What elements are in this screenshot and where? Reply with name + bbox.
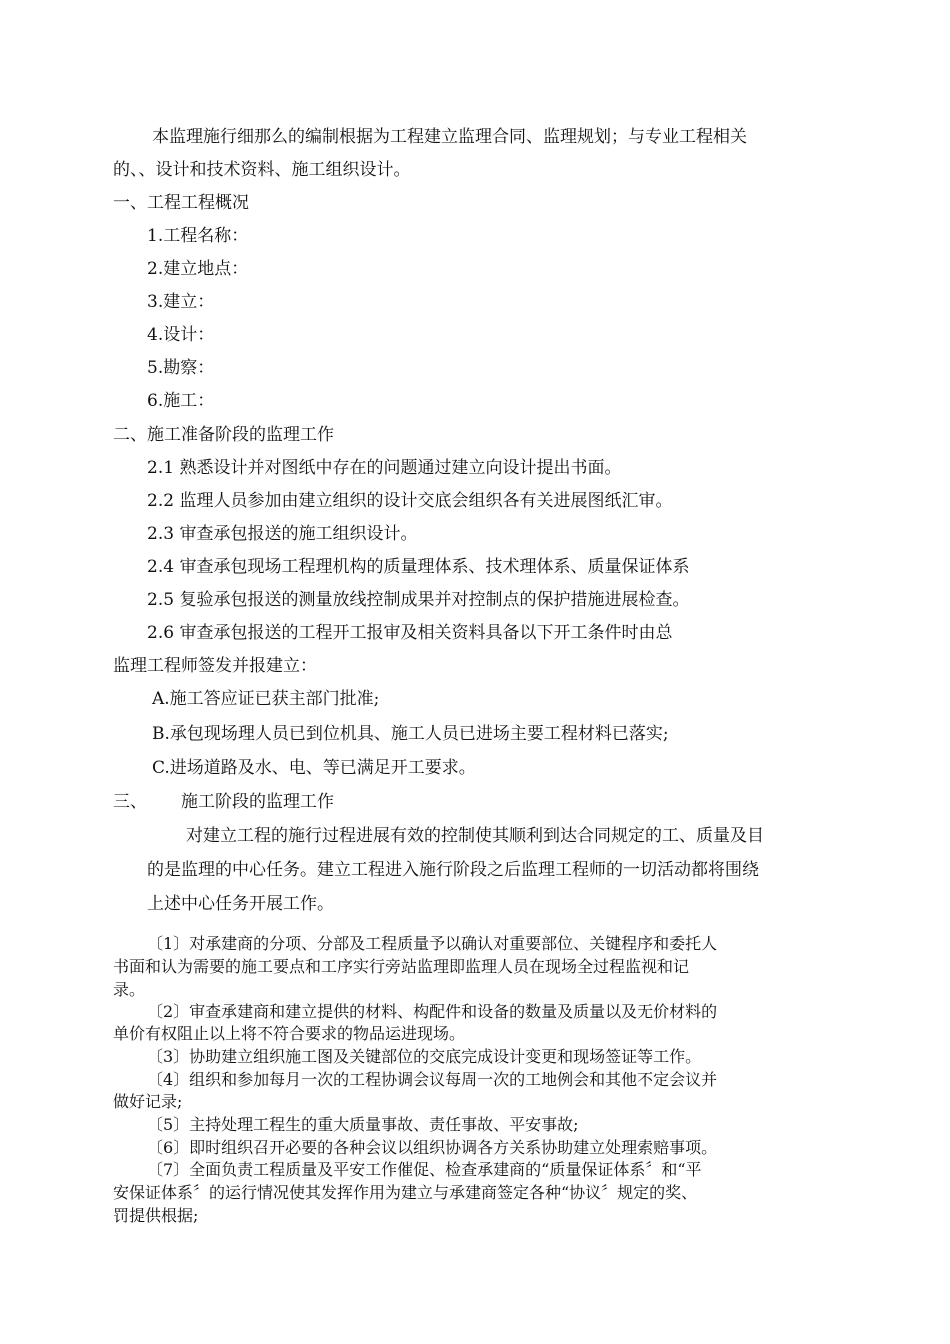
condition-a: A.施工答应证已获主部门批准; bbox=[152, 689, 380, 709]
prep-item-2-5: 2.5 复验承包报送的测量放线控制成果并对控制点的保护措施进展检查。 bbox=[147, 590, 690, 610]
prep-item-2-4: 2.4 审查承包现场工程理机构的质量理体系、技术理体系、质量保证体系 bbox=[147, 557, 690, 577]
project-item-owner: 3.建立： bbox=[147, 292, 215, 312]
prep-item-2-2: 2.2 监理人员参加由建立组织的设计交底会组织各有关进展图纸汇审。 bbox=[147, 491, 673, 511]
project-item-name: 1.工程名称： bbox=[147, 226, 249, 246]
condition-c: C.进场道路及水、电、等已满足开工要求。 bbox=[152, 758, 476, 778]
duty-7-line-2: 安保证体系〞的运行情况使其发挥作用为建立与承建商签定各种“协议〞规定的奖、 bbox=[113, 1183, 698, 1202]
intro-line-1: 本监理施行细那么的编制根据为工程建立监理合同、监理规划；与专业工程相关 bbox=[152, 127, 747, 147]
duty-1-line-1: 〔1〕对承建商的分项、分部及工程质量予以确认对重要部位、关键程序和委托人 bbox=[147, 934, 718, 953]
section-2-heading: 二、施工准备阶段的监理工作 bbox=[113, 425, 334, 445]
prep-item-2-1: 2.1 熟悉设计并对图纸中存在的问题通过建立向设计提出书面。 bbox=[147, 458, 622, 478]
duty-1-line-3: 录。 bbox=[113, 980, 146, 999]
condition-b: B.承包现场理人员已到位机具、施工人员已进场主要工程材料已落实; bbox=[152, 724, 669, 744]
duty-1-line-2: 书面和认为需要的施工要点和工序实行旁站监理即监理人员在现场全过程监视和记 bbox=[113, 957, 690, 976]
section-3-para-line-1: 对建立工程的施行过程进展有效的控制使其顺利到达合同规定的工、质量及目 bbox=[186, 826, 764, 846]
section-1-heading: 一、工程工程概况 bbox=[113, 193, 249, 213]
project-item-design: 4.设计： bbox=[147, 325, 215, 345]
project-item-construction: 6.施工： bbox=[147, 391, 215, 411]
prep-item-2-6: 2.6 审查承包报送的工程开工报审及相关资料具备以下开工条件时由总 bbox=[147, 623, 673, 643]
section-3-heading-number: 三、 bbox=[113, 792, 147, 812]
duty-2-line-1: 〔2〕审查承建商和建立提供的材料、构配件和设备的数量及质量以及无价材料的 bbox=[147, 1002, 718, 1021]
duty-3-line-1: 〔3〕协助建立组织施工图及关键部位的交底完成设计变更和现场签证等工作。 bbox=[147, 1047, 702, 1066]
section-3-para-line-2: 的是监理的中心任务。建立工程进入施行阶段之后监理工程师的一切活动都将围绕 bbox=[147, 860, 759, 880]
duty-7-line-3: 罚提供根据; bbox=[113, 1206, 199, 1225]
duty-2-line-2: 单价有权阻止以上将不符合要求的物品运进现场。 bbox=[113, 1024, 466, 1043]
intro-line-2: 的、、设计和技术资料、施工组织设计。 bbox=[113, 160, 411, 180]
duty-5-line-1: 〔5〕主持处理工程生的重大质量事故、责任事故、平安事故; bbox=[147, 1115, 579, 1134]
duty-4-line-1: 〔4〕组织和参加每月一次的工程协调会议每周一次的工地例会和其他不定会议并 bbox=[147, 1070, 718, 1089]
project-item-location: 2.建立地点： bbox=[147, 259, 249, 279]
duty-7-line-1: 〔7〕全面负责工程质量及平安工作催促、检查承建商的“质量保证体系〞和“平 bbox=[147, 1160, 702, 1179]
duty-6-line-1: 〔6〕即时组织召开必要的各种会议以组织协调各方关系协助建立处理索赔事项。 bbox=[147, 1138, 718, 1157]
duty-4-line-2: 做好记录; bbox=[113, 1092, 183, 1111]
prep-item-2-6-continued: 监理工程师签发并报建立： bbox=[113, 656, 317, 676]
prep-item-2-3: 2.3 审查承包报送的施工组织设计。 bbox=[147, 524, 418, 544]
section-3-heading-text: 施工阶段的监理工作 bbox=[181, 792, 334, 812]
project-item-survey: 5.勘察： bbox=[147, 358, 215, 378]
section-3-para-line-3: 上述中心任务开展工作。 bbox=[147, 894, 334, 914]
